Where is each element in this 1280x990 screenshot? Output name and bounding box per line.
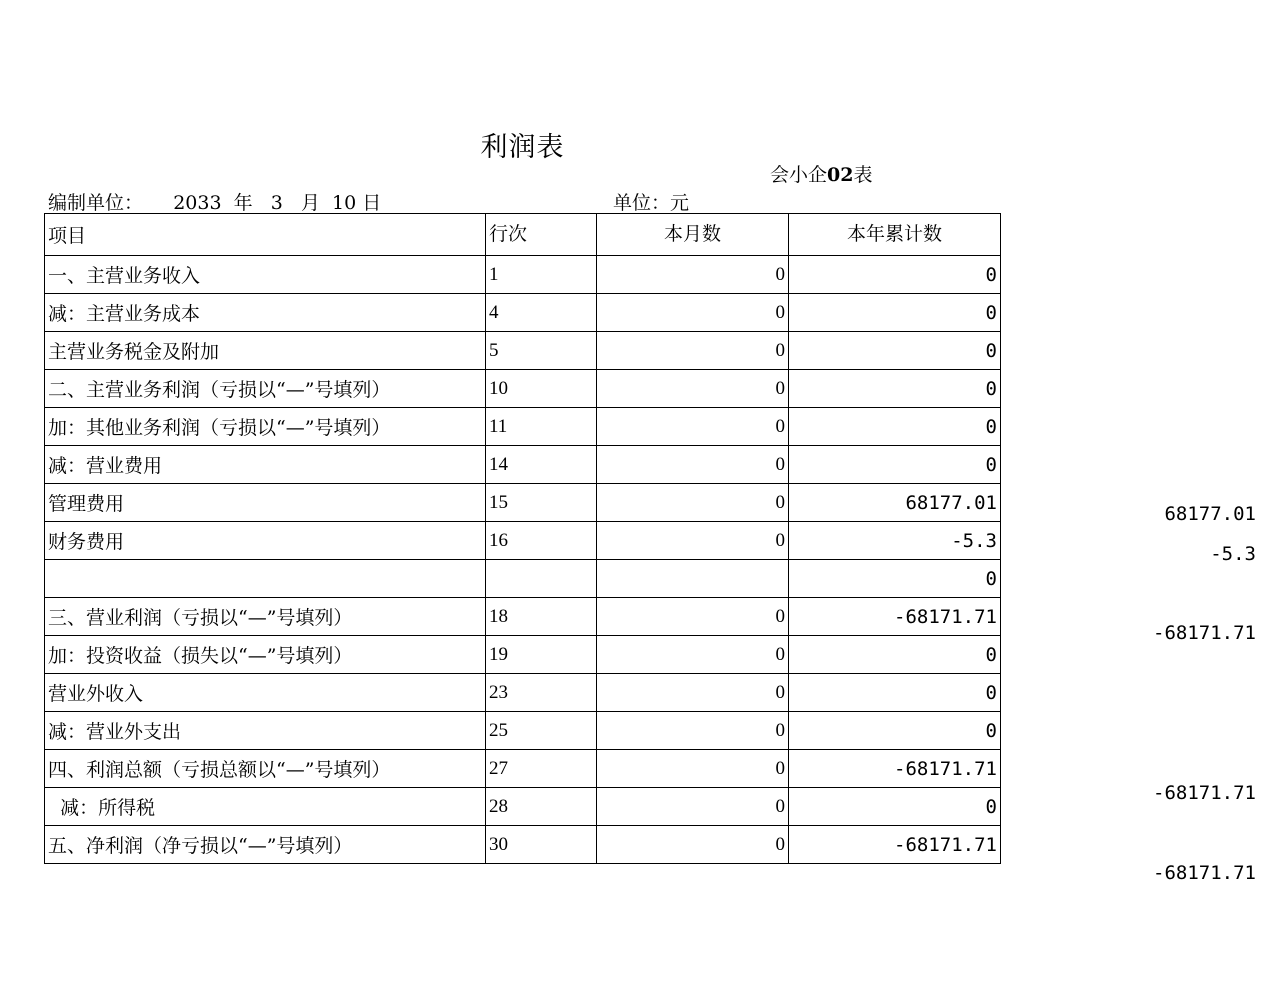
- row-line-no: 14: [486, 446, 597, 484]
- table-row: [45, 636, 1001, 674]
- table-row: [45, 522, 1001, 560]
- table-header-row: [45, 214, 1001, 256]
- form-code-number: 02: [827, 164, 854, 186]
- row-year-value: 0: [789, 332, 1001, 370]
- row-line-no: 5: [486, 332, 597, 370]
- table-row: [45, 332, 1001, 370]
- table-row: [45, 408, 1001, 446]
- row-line-no: 11: [486, 408, 597, 446]
- row-year-value: 68177.01: [789, 484, 1001, 522]
- table-row: [45, 370, 1001, 408]
- side-value: -68171.71: [1153, 782, 1256, 804]
- row-item-name: 主营业务税金及附加: [45, 332, 486, 370]
- row-year-value: 0: [789, 408, 1001, 446]
- side-value: -68171.71: [1153, 862, 1256, 884]
- row-item-name: 减：营业外支出: [45, 712, 486, 750]
- row-month-value: 0: [597, 636, 789, 674]
- row-year-value: 0: [789, 560, 1001, 598]
- row-year-value: 0: [789, 370, 1001, 408]
- row-line-no: [486, 560, 597, 598]
- table-row: [45, 826, 1001, 864]
- row-month-value: 0: [597, 712, 789, 750]
- row-month-value: 0: [597, 446, 789, 484]
- row-month-value: 0: [597, 750, 789, 788]
- row-year-value: -68171.71: [789, 826, 1001, 864]
- form-code: [770, 160, 872, 187]
- income-statement-table: [44, 213, 1001, 864]
- row-item-name: 财务费用: [45, 522, 486, 560]
- row-item-name: 减：所得税: [45, 788, 486, 826]
- side-value: 68177.01: [1164, 503, 1256, 525]
- report-title: 利润表: [480, 132, 565, 163]
- side-value: -5.3: [1210, 543, 1256, 565]
- row-line-no: 1: [486, 256, 597, 294]
- row-line-no: 28: [486, 788, 597, 826]
- row-year-value: 0: [789, 446, 1001, 484]
- header-item: 项目: [45, 214, 486, 256]
- row-year-value: -68171.71: [789, 750, 1001, 788]
- table-row: [45, 294, 1001, 332]
- table-row: [45, 256, 1001, 294]
- table-row: [45, 446, 1001, 484]
- row-month-value: 0: [597, 674, 789, 712]
- row-line-no: 30: [486, 826, 597, 864]
- row-item-name: 减：主营业务成本: [45, 294, 486, 332]
- table-row: [45, 750, 1001, 788]
- header-month: 本月数: [597, 214, 789, 256]
- row-month-value: 0: [597, 294, 789, 332]
- preparer-date-line: 编制单位： 2033 年 3 月 10 日: [48, 192, 382, 214]
- table-row: [45, 674, 1001, 712]
- row-item-name: 四、利润总额（亏损总额以“—”号填列）: [45, 750, 486, 788]
- header-line-no: 行次: [486, 214, 597, 256]
- row-line-no: 4: [486, 294, 597, 332]
- row-month-value: 0: [597, 370, 789, 408]
- row-line-no: 10: [486, 370, 597, 408]
- table-body: [45, 256, 1001, 864]
- form-code-suffix: 表: [853, 164, 873, 186]
- row-month-value: 0: [597, 788, 789, 826]
- row-line-no: 27: [486, 750, 597, 788]
- currency-unit: 单位：元: [613, 192, 690, 214]
- form-code-prefix: 会小企: [770, 164, 828, 186]
- row-item-name: 减：营业费用: [45, 446, 486, 484]
- row-item-name: 营业外收入: [45, 674, 486, 712]
- row-line-no: 23: [486, 674, 597, 712]
- row-year-value: 0: [789, 788, 1001, 826]
- header-year-to-date: 本年累计数: [789, 214, 1001, 256]
- row-year-value: -5.3: [789, 522, 1001, 560]
- row-item-name: 加：投资收益（损失以“—”号填列）: [45, 636, 486, 674]
- row-month-value: 0: [597, 522, 789, 560]
- table-row: [45, 484, 1001, 522]
- row-year-value: 0: [789, 674, 1001, 712]
- row-month-value: 0: [597, 256, 789, 294]
- row-item-name: 管理费用: [45, 484, 486, 522]
- row-year-value: -68171.71: [789, 598, 1001, 636]
- row-month-value: 0: [597, 826, 789, 864]
- table-row: [45, 788, 1001, 826]
- row-year-value: 0: [789, 712, 1001, 750]
- row-line-no: 16: [486, 522, 597, 560]
- table-row: [45, 712, 1001, 750]
- row-year-value: 0: [789, 294, 1001, 332]
- row-month-value: 0: [597, 408, 789, 446]
- row-month-value: 0: [597, 598, 789, 636]
- row-item-name: 五、净利润（净亏损以“—”号填列）: [45, 826, 486, 864]
- table-row: [45, 598, 1001, 636]
- side-value: -68171.71: [1153, 622, 1256, 644]
- row-item-name: 二、主营业务利润（亏损以“—”号填列）: [45, 370, 486, 408]
- row-line-no: 18: [486, 598, 597, 636]
- row-line-no: 19: [486, 636, 597, 674]
- row-line-no: 25: [486, 712, 597, 750]
- row-month-value: [597, 560, 789, 598]
- row-year-value: 0: [789, 636, 1001, 674]
- row-line-no: 15: [486, 484, 597, 522]
- row-item-name: 加：其他业务利润（亏损以“—”号填列）: [45, 408, 486, 446]
- row-item-name: 一、主营业务收入: [45, 256, 486, 294]
- table-row: [45, 560, 1001, 598]
- row-month-value: 0: [597, 332, 789, 370]
- row-month-value: 0: [597, 484, 789, 522]
- row-year-value: 0: [789, 256, 1001, 294]
- row-item-name: 三、营业利润（亏损以“—”号填列）: [45, 598, 486, 636]
- row-item-name: [45, 560, 486, 598]
